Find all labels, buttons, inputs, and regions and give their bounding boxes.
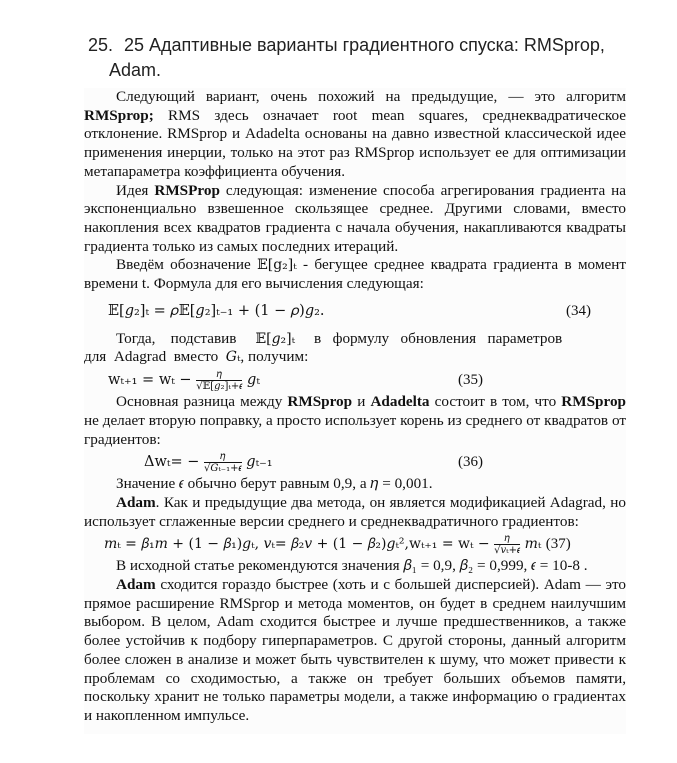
text: - бегущее среднее квадрата градиента в момент времени t. Формула для его вычисления следующая: [84,256,626,293]
text: Идея [116,181,155,199]
math-inline: 𝔼[g₂]ₜ [257,257,297,274]
equation-34 [84,294,626,328]
equation-number: (35) [458,372,483,389]
paragraph-substitute-cont [84,348,626,367]
equation-36 [84,449,626,475]
text: в формулу обновления параметров [295,329,563,347]
text: не делает вторую поправку, а просто использует корень из среднего от квадратов от градиентов: [84,411,626,448]
paragraph-recommended-values: В исходной статье рекомендуются значения 𝛽₁ = 0,9, 𝛽₂ = 0,999, 𝜖 = 10-8 . [116,557,588,575]
paragraph-difference [84,393,626,449]
bold-term: RMSprop; [84,106,154,124]
text: состоит в том, что [429,393,562,411]
text: и [352,393,371,411]
numerator: 𝜂 [494,533,520,545]
bold-term: Adam [116,493,156,511]
fraction [494,533,520,556]
equation-body: 𝑔ₜ₋₁ [241,454,273,471]
equation-body: 𝑔ₜ [242,372,260,389]
denominator: √𝐺ₜ₋₁+𝜖 [203,462,242,474]
fraction [196,369,242,392]
bold-term: RMSprop [561,393,626,411]
text: Тогда, подставив [116,329,256,347]
text: Основная разница между [116,393,288,411]
document-body [84,88,626,734]
denominator: √𝑣ₜ+𝜖 [494,544,521,556]
section-number: 25. [88,35,114,55]
equation-number: (36) [458,454,483,471]
bold-term: RMSprop [287,393,353,411]
equation-number: (34) [566,302,591,319]
text: сходится гораздо быстрее (хоть и с большей дисперсией). Adam — это прямое расширение RMSprop и метода моментов, он будет в среднем наилучшим выбором. В целом, Adam сходится быстрее и лучше предшественников, а также более устойчив к подбору гиперпараметров. С другой стороны, данный алгоритм более сложен в анализе и может быть чувствителен к шуму, что может привести к проблемам со сходимостью, а также он требует больших объемов памяти, поскольку хранит не только параметры модели, а также информацию о градиентах и накопленном импульсе. [84,576,626,724]
text: Введём обозначение [116,256,258,274]
equation-number: (37) [545,536,571,553]
text: . Как и предыдущие два метода, он является модификацией Adagrad, но использует сглаженные версии среднего и среднеквадратичного градиентов: [84,493,626,530]
bold-term: RMSProp [154,181,220,199]
text: , получим: [240,348,309,366]
equation-body: 𝔼[𝑔₂]ₜ = 𝜌𝔼[𝑔₂]ₜ₋₁ + (1 − 𝜌)𝑔₂. [108,302,325,319]
paragraph-notation [84,256,626,293]
fraction [204,451,242,474]
denominator: √𝔼[𝑔₂]ₜ+𝜖 [196,380,243,392]
paragraph-rmsprop-idea [84,182,626,257]
text: Следующий вариант, очень похожий на предыдущие, — это алгоритм [116,88,626,105]
equation-body: 𝑚ₜ [520,536,542,553]
paragraph-adam-intro [84,494,626,531]
section-heading [88,33,648,83]
math-inline: 𝔼[𝑔₂]ₜ [255,330,296,347]
bold-term: Adadelta [370,393,430,411]
section-title: 25 Адаптивные варианты градиентного спуска: RMSprop, [124,35,605,55]
equation-37 [84,531,626,557]
text: RMS здесь означает root mean squares, среднеквадратическое отклонение. RMSprop и Adadelta основаны на давно известной классической идее применения инерции, только на этот раз RMSprop использует ее для оптимизации метапараметра коэффициента обучения. [84,106,626,180]
text: для Adagrad вместо [84,348,226,366]
equation-body: Δwₜ= − [144,454,204,471]
paragraph-rmsprop-intro [84,88,626,182]
bold-term: Adam [116,576,156,594]
math-inline: 𝐺ₜ [225,349,241,366]
numerator: 𝜂 [196,369,242,381]
text: следующая: изменение способа агрегирования градиента на экспоненциально взвешенное скользящее среднее. Другими словами, вместо накопления всех квадратов градиента с начала обучения, накапливаются квадраты градиента только из самых последних итераций. [84,181,626,255]
paragraph-epsilon-value: Значение 𝜖 обычно берут равным 0,9, а 𝜂 = 0,001. [116,475,433,493]
numerator: 𝜂 [204,451,242,463]
paragraph-adam-summary [84,576,626,726]
equation-35 [84,367,626,393]
paragraph-substitute [84,330,626,349]
equation-body: wₜ₊₁ = wₜ − [108,372,197,389]
section-title-cont: Adam. [109,60,162,80]
equation-body: 𝑚ₜ = 𝛽₁𝑚 + (1 − 𝛽₁)𝑔ₜ, 𝑣ₜ= 𝛽₂𝑣 + (1 − 𝛽₂)𝑔ₜ²,wₜ₊₁ = wₜ − [104,536,495,553]
